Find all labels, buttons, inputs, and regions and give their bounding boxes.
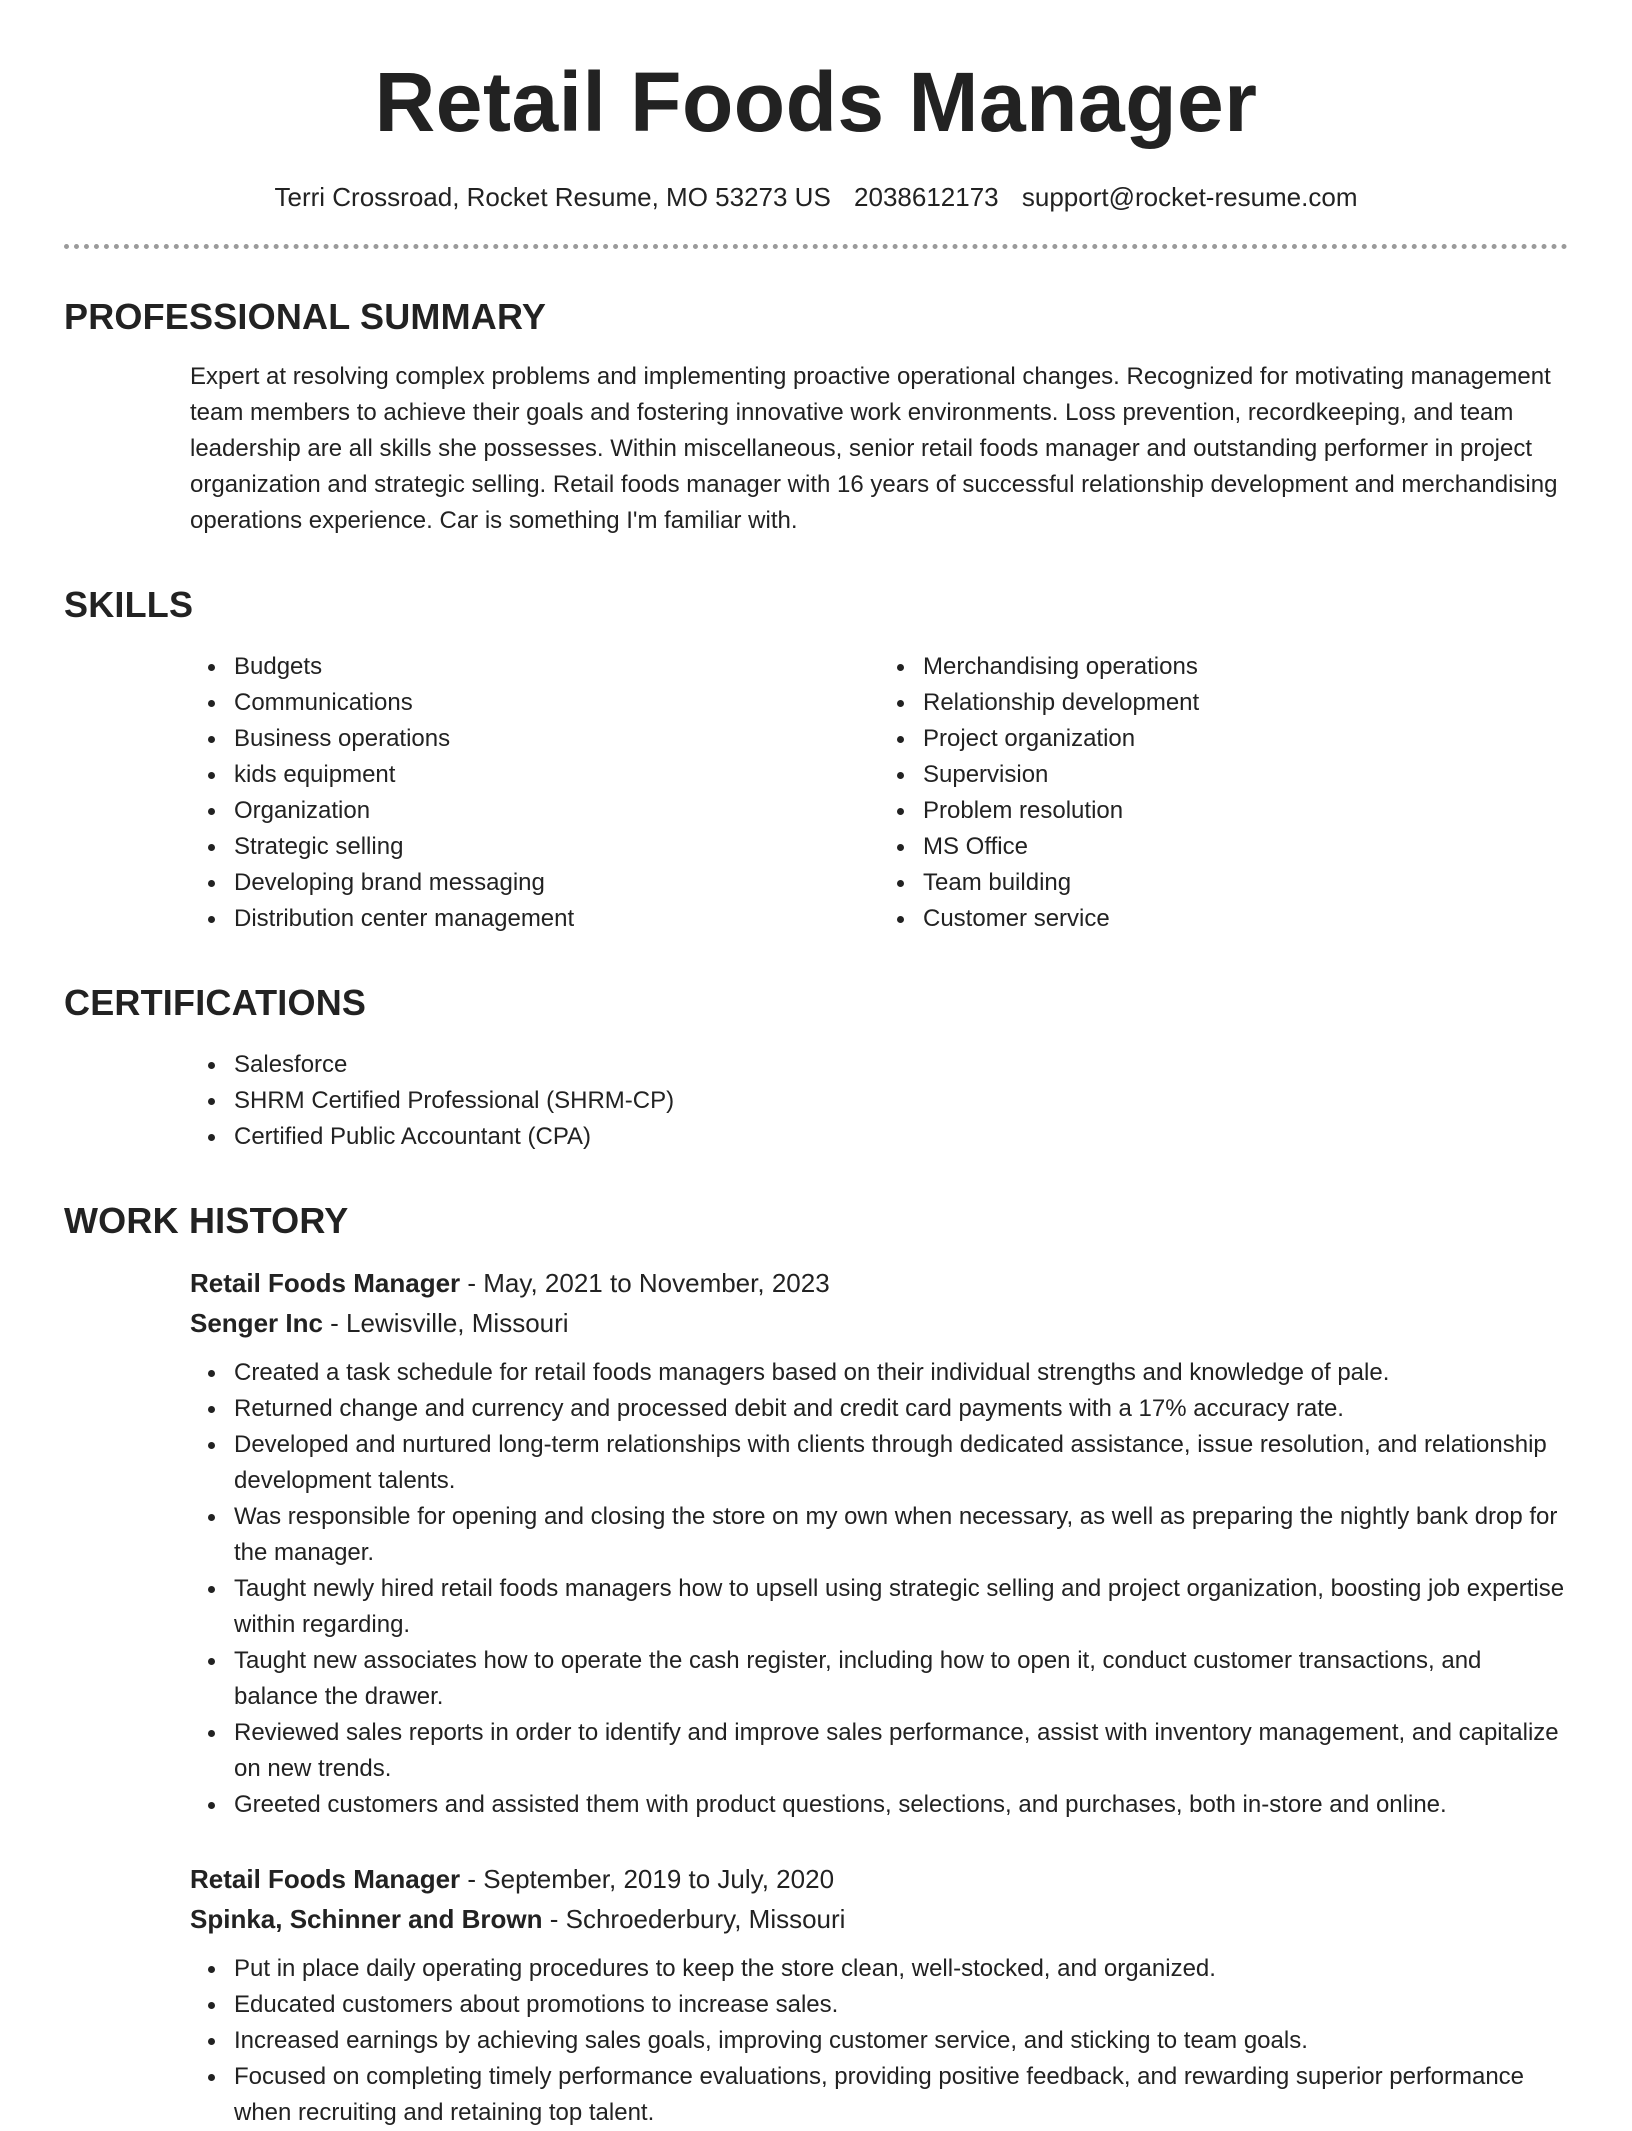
job-company: Spinka, Schinner and Brown (190, 1904, 543, 1934)
job-bullet: Taught newly hired retail foods managers how to upsell using strategic selling and project organization, boosting job expertise within regarding. (234, 1571, 1568, 1643)
job-bullet: Returned change and currency and processed debit and credit card payments with a 17% accuracy rate. (234, 1391, 1568, 1427)
work-history-heading: WORK HISTORY (64, 1200, 349, 1241)
skills-heading: SKILLS (64, 584, 194, 625)
certification-item: SHRM Certified Professional (SHRM-CP) (234, 1083, 1568, 1119)
resume-header (64, 0, 1568, 249)
job-dates: September, 2019 to July, 2020 (483, 1864, 835, 1894)
job-location: Schroederbury, Missouri (565, 1904, 846, 1934)
skill-item: Project organization (923, 721, 1568, 757)
job-bullet: Developed and nurtured long-term relationships with clients through dedicated assistance, issue resolution, and relationship development talents. (234, 1427, 1568, 1499)
job-title: Retail Foods Manager (190, 1268, 461, 1298)
job-entry (190, 1263, 1568, 1823)
summary-text: Expert at resolving complex problems and implementing proactive operational changes. Recognized for motivating management team members to achieve their goals and fostering innovative work environments. Loss prevention, recordkeeping, and team leadership are all skills she possesses. Within miscellaneous, senior retail foods manager and outstanding performer in project organization and strategic selling. Retail foods manager with 16 years of successful relationship development and merchandising operations experience. Car is something I'm familiar with. (190, 363, 1558, 534)
job-title: Retail Foods Manager (190, 1864, 461, 1894)
job-dates: May, 2021 to November, 2023 (483, 1268, 830, 1298)
contact-line (64, 180, 1568, 214)
skills-list-right (879, 649, 1568, 937)
job-bullet: Put in place daily operating procedures to keep the store clean, well-stocked, and organized. (234, 1951, 1568, 1987)
work-history-section (64, 1199, 1568, 2131)
skill-item: Customer service (923, 901, 1568, 937)
certifications-heading: CERTIFICATIONS (64, 982, 367, 1023)
skill-item: Organization (234, 793, 879, 829)
job-bullet: Created a task schedule for retail foods managers based on their individual strengths and knowledge of pale. (234, 1355, 1568, 1391)
job-bullets (64, 1355, 1568, 1823)
skill-item: Budgets (234, 649, 879, 685)
job-company-line: Spinka, Schinner and Brown - Schroederbury, Missouri (190, 1904, 846, 1934)
job-bullets (64, 1951, 1568, 2131)
skill-item: Communications (234, 685, 879, 721)
skills-list-left (190, 649, 879, 937)
contact-address: Terri Crossroad, Rocket Resume, MO 53273 US (274, 182, 831, 212)
skill-item: Business operations (234, 721, 879, 757)
job-bullet: Focused on completing timely performance evaluations, providing positive feedback, and rewarding superior performance when recruiting and retaining top talent. (234, 2059, 1568, 2131)
skill-item: Problem resolution (923, 793, 1568, 829)
page-title: Retail Foods Manager (374, 55, 1258, 149)
skills-grid (190, 649, 1568, 937)
certification-item: Certified Public Accountant (CPA) (234, 1119, 1568, 1155)
skill-item: MS Office (923, 829, 1568, 865)
contact-phone: 2038612173 (854, 182, 999, 212)
job-company: Senger Inc (190, 1308, 323, 1338)
certifications-section (64, 981, 1568, 1155)
job-bullet: Taught new associates how to operate the cash register, including how to open it, conduct customer transactions, and balance the drawer. (234, 1643, 1568, 1715)
job-bullet: Increased earnings by achieving sales goals, improving customer service, and sticking to team goals. (234, 2023, 1568, 2059)
job-title-line: Retail Foods Manager - May, 2021 to November, 2023 (190, 1268, 830, 1298)
certification-item: Salesforce (234, 1047, 1568, 1083)
job-company-line: Senger Inc - Lewisville, Missouri (190, 1308, 569, 1338)
job-bullet: Greeted customers and assisted them with product questions, selections, and purchases, both in-store and online. (234, 1787, 1568, 1823)
skill-item: Distribution center management (234, 901, 879, 937)
skill-item: Merchandising operations (923, 649, 1568, 685)
summary-section (64, 295, 1568, 539)
skill-item: Strategic selling (234, 829, 879, 865)
skill-item: Developing brand messaging (234, 865, 879, 901)
certifications-list (190, 1047, 1568, 1155)
skills-section (64, 583, 1568, 937)
summary-heading: PROFESSIONAL SUMMARY (64, 296, 547, 337)
job-bullet: Was responsible for opening and closing the store on my own when necessary, as well as preparing the nightly bank drop for the manager. (234, 1499, 1568, 1571)
skill-item: Team building (923, 865, 1568, 901)
job-bullet: Educated customers about promotions to increase sales. (234, 1987, 1568, 2023)
job-location: Lewisville, Missouri (346, 1308, 569, 1338)
job-title-line: Retail Foods Manager - September, 2019 to July, 2020 (190, 1864, 835, 1894)
skill-item: Relationship development (923, 685, 1568, 721)
skill-item: Supervision (923, 757, 1568, 793)
header-divider (64, 244, 1568, 249)
job-bullet: Reviewed sales reports in order to identify and improve sales performance, assist with inventory management, and capitalize on new trends. (234, 1715, 1568, 1787)
contact-email: support@rocket-resume.com (1021, 182, 1358, 212)
job-entry (190, 1859, 1568, 2131)
skill-item: kids equipment (234, 757, 879, 793)
